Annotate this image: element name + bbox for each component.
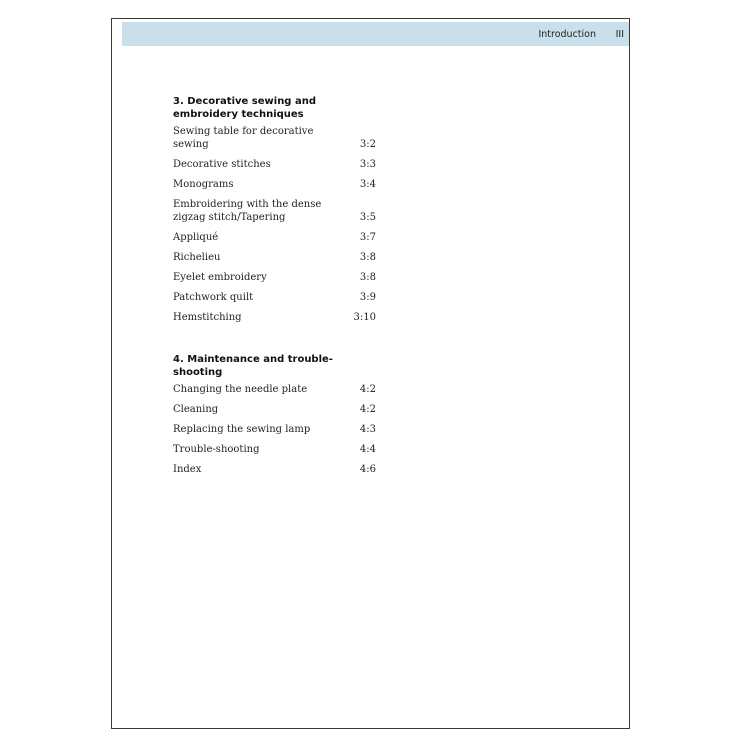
toc-entry (173, 158, 376, 171)
toc-entry-page: 3:2 (359, 139, 376, 150)
toc-entry (173, 403, 376, 416)
toc-entry-title: Richelieu (173, 252, 221, 263)
toc-entry (173, 291, 376, 304)
toc-entry-page: 3:10 (353, 312, 376, 323)
toc-entry-page: 4:6 (359, 464, 376, 475)
toc-entry-page: 3:3 (359, 159, 376, 170)
toc-entry-page: 4:3 (359, 424, 376, 435)
toc-entry (173, 251, 376, 264)
toc-entry-title: Sewing table for decorative sewing (173, 126, 314, 150)
toc-entry (173, 443, 376, 456)
toc-entry (173, 423, 376, 436)
toc-entry-title: Replacing the sewing lamp (173, 424, 311, 435)
toc-entry (173, 231, 376, 244)
section-heading: 3. Decorative sewing and embroidery techniques (173, 96, 316, 120)
toc-entry-title: Cleaning (173, 404, 219, 415)
toc-entry-page: 3:4 (359, 179, 376, 190)
section-heading: 4. Maintenance and trouble-shooting (173, 354, 333, 378)
toc-entry-page: 4:2 (359, 384, 376, 395)
toc-entry-page: 3:7 (359, 232, 376, 243)
toc-entry-title: Monograms (173, 179, 234, 190)
toc-entry-title: Patchwork quilt (173, 292, 254, 303)
toc-entry (173, 311, 376, 324)
toc-entry (173, 271, 376, 284)
header-title: Introduction (538, 29, 596, 40)
toc-entry-page: 3:9 (359, 292, 376, 303)
toc-entry-title: Eyelet embroidery (173, 272, 267, 283)
toc-entry-title: Hemstitching (173, 312, 242, 323)
header-page-number: III (615, 29, 624, 40)
document-page (111, 18, 630, 729)
toc-section-3 (173, 95, 376, 324)
toc-entry-page: 4:2 (359, 404, 376, 415)
toc-entry-page: 4:4 (359, 444, 376, 455)
toc-entry-title: Trouble-shooting (173, 444, 260, 455)
toc-entry-title: Embroidering with the dense zigzag stitch/Tapering (173, 199, 322, 223)
toc-entry-title: Changing the needle plate (173, 384, 308, 395)
toc-entry-page: 3:8 (359, 272, 376, 283)
toc-entry-page: 3:5 (359, 212, 376, 223)
toc-entry (173, 383, 376, 396)
toc-entry (173, 178, 376, 191)
toc-entry (173, 125, 376, 151)
page-header (122, 22, 629, 46)
toc-entry (173, 463, 376, 476)
toc-entry-title: Index (173, 464, 202, 475)
toc-section-4 (173, 353, 376, 476)
toc-entry-title: Appliqué (173, 232, 219, 243)
toc-entry (173, 198, 376, 224)
toc-entry-page: 3:8 (359, 252, 376, 263)
toc-entry-title: Decorative stitches (173, 159, 271, 170)
